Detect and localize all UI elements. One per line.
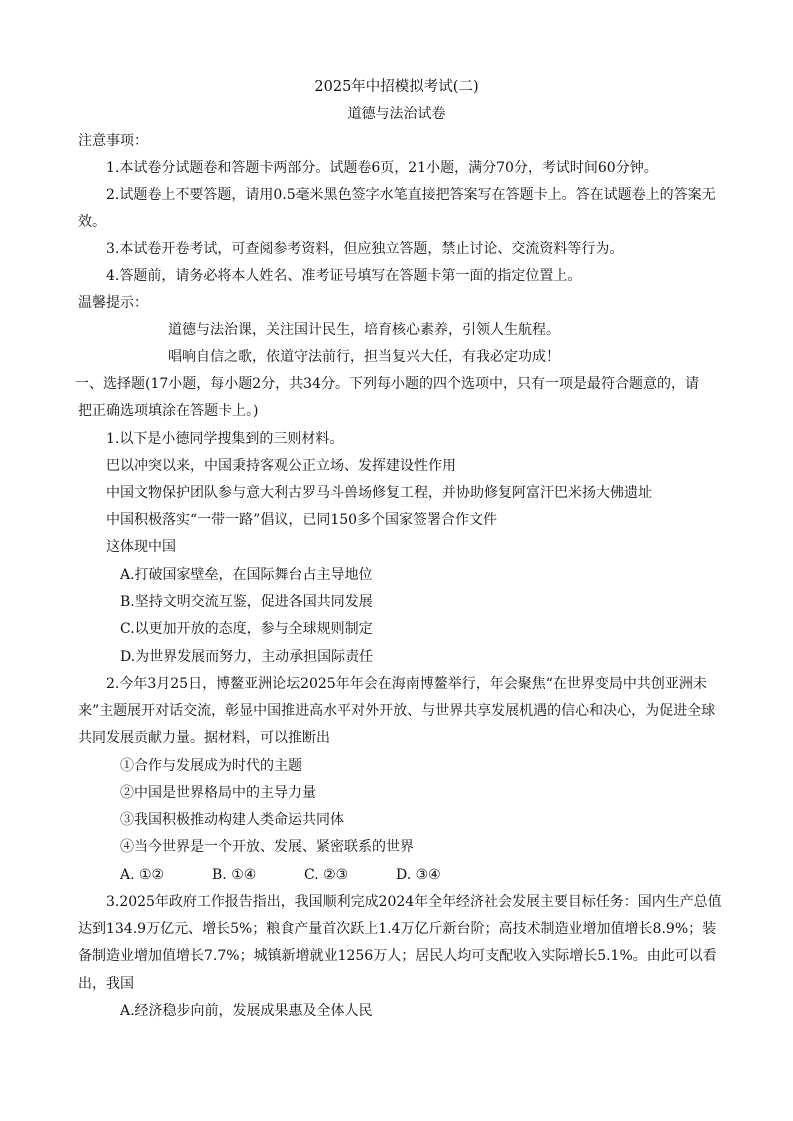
notice-item-4: 4.答题前，请务必将本人姓名、准考证号填写在答题卡第一面的指定位置上。	[106, 268, 582, 284]
notice-heading: 注意事项：	[78, 133, 148, 149]
question-1-option-a: A.打破国家壁垒，在国际舞台占主导地位	[120, 567, 373, 583]
question-2-stem-line-2: 来”主题展开对话交流，彰显中国推进高水平对外开放、与世界共享发展机遇的信心和决心，为促进全球	[78, 703, 716, 719]
question-1-option-d: D.为世界发展而努力，主动承担国际责任	[120, 649, 374, 665]
question-3-stem-line-2: 达到134.9万亿元、增长5%；粮食产量首次跃上1.4万亿斤新台阶；高技术制造业增加值增长8.9%；装	[78, 921, 717, 937]
notice-item-1: 1.本试卷分试题卷和答题卡两部分。试题卷6页，21小题，满分70分，考试时间60分钟。	[106, 160, 658, 176]
question-2-choices	[120, 865, 441, 885]
question-1-option-b: B.坚持文明交流互鉴，促进各国共同发展	[120, 594, 373, 610]
question-1-material-1: 巴以冲突以来，中国秉持客观公正立场、发挥建设性作用	[106, 458, 456, 474]
question-1-lead: 这体现中国	[106, 539, 176, 555]
section-heading-line-1: 一、选择题(17小题，每小题2分，共34分。下列每小题的四个选项中，只有一项是最符合题意的，请	[75, 376, 699, 392]
question-1-option-c: C.以更加开放的态度，参与全球规则制定	[120, 621, 373, 637]
question-2-choice-a: A. ①②	[120, 867, 165, 883]
tips-line-1: 道德与法治课，关注国计民生，培育核心素养，引领人生航程。	[168, 322, 560, 338]
exam-subject: 道德与法治试卷	[347, 106, 446, 122]
tips-heading: 温馨提示：	[78, 295, 148, 311]
section-heading-line-2: 把正确选项填涂在答题卡上。)	[78, 403, 259, 419]
notice-item-2: 2.试题卷上不要答题，请用0.5毫米黑色签字水笔直接把答案写在答题卡上。答在试题卷上的答案无	[106, 187, 716, 203]
question-2-statement-2: ②中国是世界格局中的主导力量	[120, 785, 316, 801]
question-2-choice-b: B. ①④	[212, 867, 257, 883]
question-2-choice-c: C. ②③	[304, 867, 349, 883]
notice-item-3: 3.本试卷开卷考试，可查阅参考资料，但应独立答题，禁止讨论、交流资料等行为。	[106, 241, 624, 257]
question-1-stem: 1.以下是小德同学搜集到的三则材料。	[106, 431, 344, 447]
tips-line-2: 唱响自信之歌，依道守法前行，担当复兴大任，有我必定功成！	[168, 349, 560, 365]
question-2-stem-line-1: 2.今年3月25日，博鳌亚洲论坛2025年年会在海南博鳌举行，年会聚焦“在世界变局中共创亚洲未	[106, 676, 707, 692]
question-2-choice-d: D. ③④	[396, 867, 441, 883]
exam-title: 2025年中招模拟考试(二)	[314, 79, 479, 95]
question-3-stem-line-3: 备制造业增加值增长7.7%；城镇新增就业1256万人；居民人均可支配收入实际增长5.1%。由此可以看	[78, 948, 717, 964]
question-2-statement-3: ③我国积极推动构建人类命运共同体	[120, 812, 344, 828]
question-1-material-3: 中国积极落实“一带一路”倡议，已同150多个国家签署合作文件	[106, 512, 498, 528]
question-3-option-a: A.经济稳步向前，发展成果惠及全体人民	[120, 1003, 373, 1019]
notice-item-2-cont: 效。	[78, 214, 106, 230]
question-2-statement-1: ①合作与发展成为时代的主题	[120, 758, 302, 774]
question-1-material-2: 中国文物保护团队参与意大利古罗马斗兽场修复工程，并协助修复阿富汗巴米扬大佛遗址	[106, 485, 652, 501]
question-3-stem-line-4: 出，我国	[78, 976, 134, 992]
question-2-statement-4: ④当今世界是一个开放、发展、紧密联系的世界	[120, 839, 414, 855]
question-2-stem-line-3: 共同发展贡献力量。据材料，可以推断出	[78, 730, 330, 746]
question-3-stem-line-1: 3.2025年政府工作报告指出，我国顺利完成2024年全年经济社会发展主要目标任务：国内生产总值	[106, 894, 722, 910]
